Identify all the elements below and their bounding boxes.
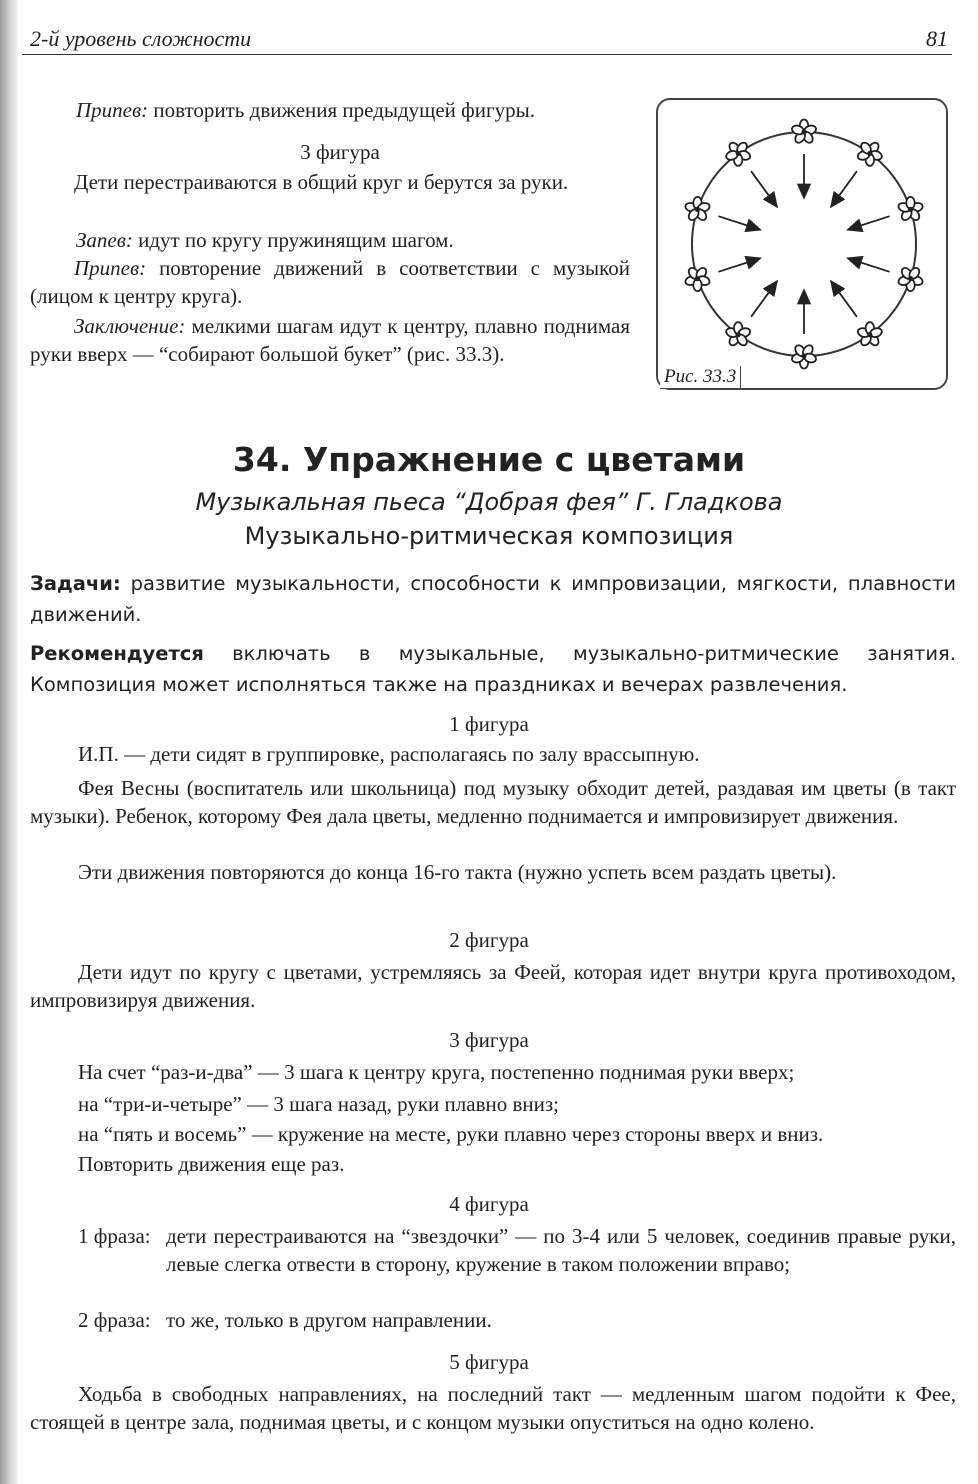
- phrase-2-text: то же, только в другом направлении.: [166, 1308, 492, 1332]
- section-title: 2-й уровень сложности: [30, 26, 252, 51]
- fig1-p1: И.П. — дети сидят в группировке, располагаясь по залу врассыпную.: [78, 742, 700, 766]
- recommend-paragraph: Рекомендуется включать в музыкальные, музыкально-ритмические занятия. Композиция может исполняться также на праздниках и вечерах развлечения.: [30, 642, 956, 696]
- inward-arrow: [831, 171, 857, 207]
- phrase-2-label: 2 фраза:: [78, 1308, 151, 1332]
- figure-33-3: [656, 98, 948, 390]
- flower-icon: [897, 197, 923, 222]
- exercise-music: Музыкальная пьеса “Добрая фея” Г. Гладкова: [195, 488, 783, 516]
- tasks-paragraph: Задачи: развитие музыкальности, способности к импровизации, мягкости, плавности движений.: [30, 572, 956, 626]
- fig3-line1: На счет “раз-и-два” — 3 шага к центру круга, постепенно поднимая руки вверх;: [78, 1060, 795, 1084]
- inward-arrow: [718, 216, 760, 230]
- inward-arrow: [751, 281, 777, 317]
- phrase-1-label: 1 фраза:: [78, 1224, 151, 1248]
- fig5-p1: Ходьба в свободных направлениях, на последний такт — медленным шагом подойти к Фее, стоящей в центре зала, поднимая цветы, и с концом музыки опуститься на одно колено.: [30, 1382, 956, 1434]
- fig1-p2: Фея Весны (воспитатель или школьница) под музыку обходит детей, раздавая им цветы (в такт музыки). Ребенок, которому Фея дала цветы, медленно поднимается и импровизирует движения.: [30, 776, 956, 828]
- exercise-title: 34. Упражнение с цветами: [232, 440, 746, 479]
- circle-formation-diagram: [658, 100, 950, 392]
- fig3-paragraph: Дети перестраиваются в общий круг и берутся за руки.: [74, 170, 569, 194]
- inward-arrow: [718, 258, 760, 272]
- fig2-p1: Дети идут по кругу с цветами, устремляясь за Феей, которая идет внутри круга противоходом, импровизируя движения.: [30, 960, 956, 1012]
- fig3-line2: на “три-и-четыре” — 3 шага назад, руки плавно вниз;: [78, 1092, 560, 1116]
- figure-3-heading: 3 фигура: [300, 140, 380, 164]
- page-header: [22, 26, 952, 55]
- figure-1-heading: 1 фигура: [449, 712, 529, 736]
- flower-icon: [791, 343, 817, 368]
- verse-paragraph: Запев: идут по кругу пружинящим шагом.: [76, 228, 454, 252]
- fig3-line4: Повторить движения еще раз.: [78, 1152, 345, 1176]
- flower-icon: [791, 120, 817, 145]
- chorus-paragraph: Припев: повторить движения предыдущей фигуры.: [76, 98, 535, 122]
- inward-arrow: [831, 281, 857, 317]
- exercise-type: Музыкально-ритмическая композиция: [244, 522, 734, 550]
- figure-4-heading: 4 фигура: [449, 1192, 529, 1216]
- flower-icon: [897, 266, 923, 291]
- flower-icon: [684, 266, 710, 291]
- chorus2-paragraph: Припев: повторение движений в соответствии с музыкой (лицом к центру круга).: [30, 256, 631, 308]
- conclusion-paragraph: Заключение: мелкими шагам идут к центру, плавно поднимая руки вверх — “собирают большой букет” (рис. 33.3).: [30, 314, 631, 366]
- figure-3b-heading: 3 фигура: [449, 1028, 529, 1052]
- book-spine-shadow: [0, 0, 18, 1484]
- inward-arrow: [751, 171, 777, 207]
- fig1-p3: Эти движения повторяются до конца 16-го такта (нужно успеть всем раздать цветы).: [78, 860, 837, 884]
- figure-2-heading: 2 фигура: [449, 928, 529, 952]
- inward-arrow: [848, 258, 890, 272]
- fig3-line3: на “пять и восемь” — кружение на месте, руки плавно через стороны вверх и вниз.: [78, 1122, 824, 1146]
- flower-icon: [684, 197, 710, 222]
- figure-5-heading: 5 фигура: [449, 1350, 529, 1374]
- inward-arrow: [848, 216, 890, 230]
- figure-caption: Рис. 33.3: [660, 366, 741, 389]
- phrase-1-text: дети перестраиваются на “звездочки” — по 3-4 или 5 человек, соединив правые руки, левые слегка отвести в сторону, кружение в таком положении вправо;: [166, 1224, 956, 1276]
- phrase-1: [78, 1222, 958, 1308]
- page-number: 81: [926, 26, 948, 51]
- phrase-2: [78, 1306, 958, 1336]
